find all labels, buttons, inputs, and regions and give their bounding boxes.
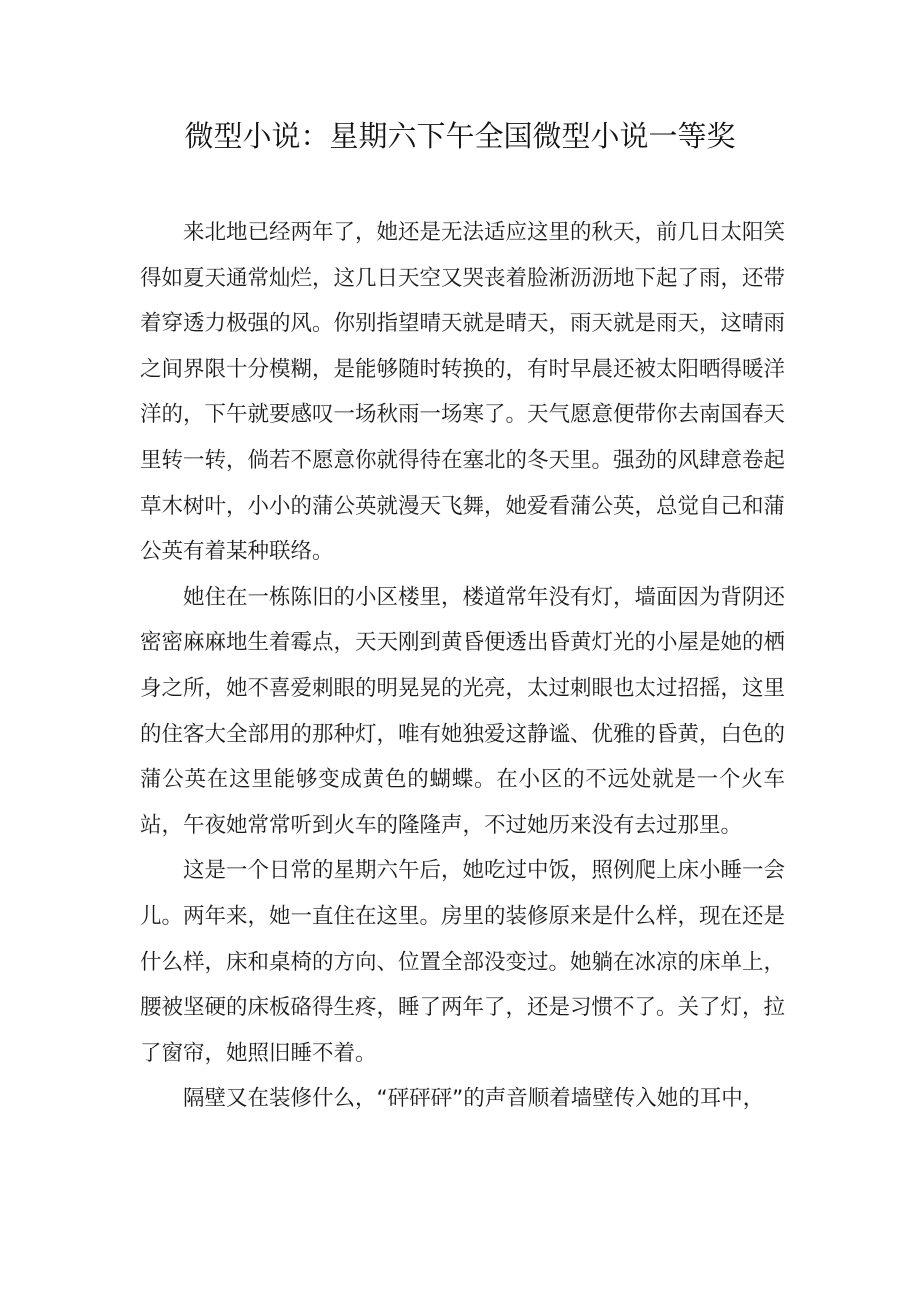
paragraph-2: 她住在一栋陈旧的小区楼里，楼道常年没有灯，墙面因为背阴还密密麻麻地生着霉点，天天刚到黄昏便透出昏黄灯光的小屋是她的栖身之所，她不喜爱刺眼的明晃晃的光亮，太过刺眼也太过招摇，这里的住客大全部用的那种灯，唯有她独爱这静谧、优雅的昏黄，白色的蒲公英在这里能够变成黄色的蝴蝶。在小区的不远处就是一个火车站，午夜她常常听到火车的隆隆声，不过她历来没有去过那里。 [140,584,786,838]
paragraph-3: 这是一个日常的星期六午后，她吃过中饭，照例爬上床小睡一会儿。两年来，她一直住在这里。房里的装修原来是什么样，现在还是什么样，床和桌椅的方向、位置全部没变过。她躺在冰凉的床单上，腰被坚硬的床板硌得生疼，睡了两年了，还是习惯不了。关了灯，拉了窗帘，她照旧睡不着。 [140,858,786,1066]
document-body [140,210,785,1122]
document-title: 微型小说：星期六下午全国微型小说一等奖 [184,119,736,153]
paragraph-4: 隔壁又在装修什么，“砰砰砰”的声音顺着墙壁传入她的耳中， [183,1086,765,1112]
paragraph-1: 来北地已经两年了，她还是无法适应这里的秋天，前几日太阳笑得如夏天通常灿烂，这几日天空又哭丧着脸淅沥沥地下起了雨，还带着穿透力极强的风。你别指望晴天就是晴天，雨天就是雨天，这晴雨之间界限十分模糊，是能够随时转换的，有时早晨还被太阳晒得暖洋洋的，下午就要感叹一场秋雨一场寒了。天气愿意便带你去南国春天里转一转，倘若不愿意你就得待在塞北的冬天里。强劲的风肆意卷起草木树叶，小小的蒲公英就漫天飞舞，她爱看蒲公英，总觉自己和蒲公英有着某种联络。 [140,220,786,565]
